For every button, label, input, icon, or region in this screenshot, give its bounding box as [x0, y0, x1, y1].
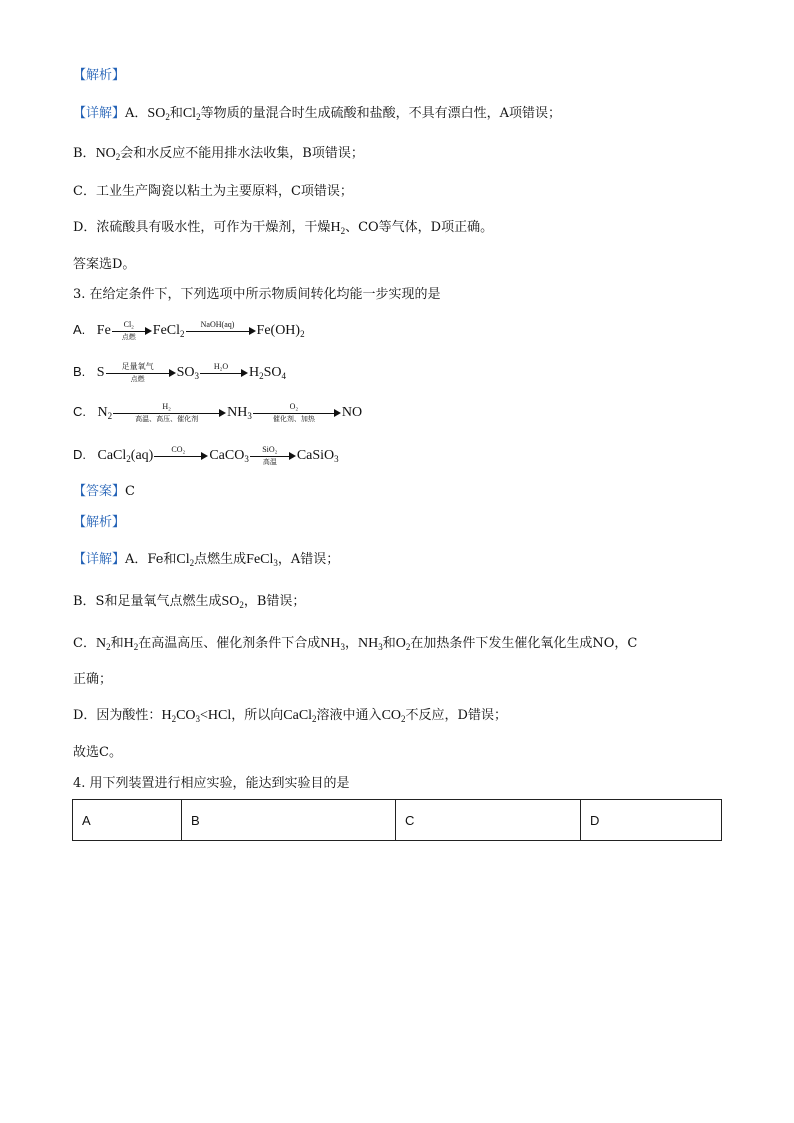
text: NH — [357, 636, 379, 651]
formula — [320, 636, 345, 651]
sub: 2 — [239, 600, 244, 610]
sub: 3 — [244, 454, 249, 465]
sub: 2 — [401, 714, 406, 724]
arrow-shaft — [186, 331, 250, 332]
sub: 2 — [312, 714, 317, 724]
arrow-head — [145, 327, 152, 335]
arrow-shaft — [112, 331, 146, 332]
answer-heading — [73, 483, 135, 501]
arrow-top: Cl₂ — [123, 320, 134, 329]
sub: 2 — [300, 329, 305, 340]
analysis-tag: 【解析】 — [73, 68, 126, 83]
text: C．工业生产陶瓷以粘土为主要原料，C项错误； — [73, 184, 353, 199]
text: <HCl — [200, 708, 232, 723]
formula-h2 — [330, 220, 345, 235]
arrow — [154, 445, 208, 467]
formula — [124, 636, 139, 651]
option-b — [73, 362, 286, 386]
text: C． — [73, 636, 96, 651]
sub: 2 — [259, 371, 264, 382]
answer-tag: 【答案】 — [73, 484, 126, 499]
explain-a — [73, 551, 339, 569]
formula — [396, 636, 411, 651]
species: SO — [176, 365, 195, 381]
arrow-top: SiO₂ — [262, 445, 278, 454]
table-cell-b: B — [182, 800, 396, 841]
arrow — [112, 320, 152, 342]
question-3 — [73, 286, 441, 304]
explain-b — [73, 593, 305, 611]
text: ，B错误； — [243, 594, 306, 609]
text: 溶液中通入 — [316, 708, 382, 723]
text: H — [161, 708, 172, 723]
option-label: B. — [73, 364, 86, 380]
text: A． — [125, 106, 148, 121]
text: 答案选D。 — [73, 257, 136, 272]
text: CO — [176, 708, 196, 723]
analysis-heading-2 — [73, 514, 125, 532]
text: 不反应，D错误； — [405, 708, 507, 723]
species: NH — [227, 405, 248, 421]
arrow — [253, 402, 341, 424]
table-row — [73, 800, 722, 841]
text: 和 — [110, 636, 124, 651]
table-cell-a: A — [73, 800, 182, 841]
answer-value: C — [125, 484, 135, 499]
species: FeCl — [152, 323, 181, 339]
text: ， — [344, 636, 358, 651]
sub: 2 — [189, 558, 195, 568]
species: SO — [263, 365, 282, 381]
arrow-top: CO₂ — [171, 445, 186, 454]
sub: 2 — [133, 642, 139, 652]
arrow-bottom: 高温、高压、催化剂 — [135, 415, 199, 423]
species: Fe — [96, 323, 111, 339]
formula — [221, 594, 243, 609]
option-c — [73, 402, 362, 426]
answer-line — [73, 256, 135, 274]
arrow-shaft — [106, 373, 170, 374]
text: N — [95, 636, 107, 651]
sub: 2 — [340, 226, 346, 236]
arrow — [106, 362, 176, 384]
sub: 3 — [378, 642, 383, 652]
text: B． — [73, 146, 96, 161]
arrow-top: H₂O — [213, 362, 229, 371]
detail-line-b — [73, 145, 364, 163]
sub: 3 — [195, 714, 201, 724]
arrow-head — [334, 409, 341, 417]
text: NO — [95, 146, 116, 161]
sub: 2 — [405, 642, 411, 652]
sub: 3 — [247, 411, 252, 422]
text: FeCl — [246, 552, 274, 567]
species: S — [96, 365, 105, 381]
sub: 2 — [106, 642, 111, 652]
text: D．因为酸性： — [73, 708, 162, 723]
analysis-tag: 【解析】 — [73, 515, 126, 530]
sub: 2 — [115, 152, 121, 162]
arrow-bottom: 点燃 — [121, 333, 136, 341]
text: 等物质的量混合时生成硫酸和盐酸，不具有漂白性，A项错误； — [200, 106, 561, 121]
sub: 2 — [171, 714, 177, 724]
formula-no2 — [96, 146, 121, 161]
arrow-head — [241, 369, 248, 377]
formula-cl2 — [183, 106, 201, 121]
arrow — [113, 402, 226, 424]
arrow-shaft — [154, 456, 202, 457]
arrow-top: 足量氧气 — [121, 362, 154, 371]
formula — [96, 636, 111, 651]
arrow — [200, 362, 248, 384]
text: 在高温高压、催化剂条件下合成 — [138, 636, 321, 651]
text: 正确； — [73, 672, 113, 687]
arrow-shaft — [113, 413, 220, 414]
species: CaCO — [209, 448, 245, 464]
text: SO — [147, 106, 166, 121]
arrow-top: NaOH(aq) — [200, 320, 235, 329]
arrow-shaft — [253, 413, 335, 414]
sub: 3 — [194, 371, 199, 382]
options-table — [72, 799, 722, 841]
text: Cl — [176, 552, 190, 567]
sub: 3 — [334, 454, 339, 465]
explain-d — [73, 707, 507, 725]
arrow-bottom: 催化剂、加热 — [272, 415, 315, 423]
text: 4. 用下列装置进行相应实验，能达到实验目的是 — [73, 776, 350, 791]
arrow-head — [219, 409, 226, 417]
species: CaSiO — [296, 448, 335, 464]
arrow — [186, 320, 256, 342]
text: 会和水反应不能用排水法收集，B项错误； — [120, 146, 364, 161]
detail-line-a — [73, 105, 561, 123]
arrow-shaft — [200, 373, 242, 374]
arrow-shaft — [250, 456, 290, 457]
explain-c-cont — [73, 671, 112, 689]
text: CaCl — [283, 708, 313, 723]
species: Fe — [256, 323, 271, 339]
detail-line-d — [73, 219, 493, 237]
text: 3. 在给定条件下，下列选项中所示物质间转化均能一步实现的是 — [73, 287, 441, 302]
arrow-top: O₂ — [289, 402, 299, 411]
text: O — [395, 636, 406, 651]
text: 点燃生成 — [194, 552, 247, 567]
text: CO — [381, 708, 402, 723]
text: H — [123, 636, 134, 651]
sub: 2 — [107, 411, 113, 422]
table-cell-d: D — [581, 800, 722, 841]
option-label: D. — [73, 447, 86, 463]
text: SO — [221, 594, 240, 609]
analysis-heading — [73, 67, 125, 85]
text: ，所以向 — [231, 708, 284, 723]
species: CaCl — [97, 448, 127, 464]
formula — [283, 708, 316, 723]
formula — [358, 636, 383, 651]
text: A．Fe和 — [125, 552, 177, 567]
text: 和 — [169, 106, 183, 121]
sub: 2 — [196, 112, 201, 122]
text: ，A错误； — [277, 552, 340, 567]
detail-line-c — [73, 183, 353, 201]
species: H — [249, 365, 260, 381]
text: H — [330, 220, 341, 235]
species: NO — [341, 405, 363, 421]
formula — [246, 552, 278, 567]
detail-tag: 【详解】 — [73, 552, 126, 567]
text: NH — [320, 636, 341, 651]
arrow-head — [249, 327, 256, 335]
conclusion — [73, 744, 122, 762]
formula — [382, 708, 406, 723]
option-label: A. — [73, 322, 86, 338]
formula — [176, 552, 194, 567]
table-cell-c: C — [396, 800, 581, 841]
sub: 4 — [281, 371, 287, 382]
arrow-bottom: 点燃 — [130, 375, 145, 383]
text: D．浓硫酸具有吸水性，可作为干燥剂，干燥 — [73, 220, 331, 235]
sub: 2 — [165, 112, 170, 122]
text: 、CO等气体，D项正确。 — [345, 220, 494, 235]
arrow — [250, 445, 296, 467]
text: B．S和足量氧气点燃生成 — [73, 594, 222, 609]
option-label: C. — [73, 404, 86, 420]
arrow-bottom: 高温 — [262, 458, 277, 466]
option-d — [73, 445, 339, 469]
question-4 — [73, 775, 350, 793]
sub: 3 — [340, 642, 345, 652]
sub: 3 — [273, 558, 278, 568]
option-a — [73, 320, 305, 344]
text: Cl — [182, 106, 197, 121]
explain-c — [73, 635, 637, 653]
sub: 2 — [180, 329, 185, 340]
species: N — [97, 405, 108, 421]
arrow-top: H₂ — [162, 402, 171, 411]
sub: 2 — [126, 454, 131, 465]
formula-so2 — [147, 106, 169, 121]
text: 故选C。 — [73, 745, 122, 760]
species: (OH) — [270, 323, 301, 339]
species: (aq) — [130, 448, 154, 464]
arrow-head — [201, 452, 208, 460]
arrow-head — [169, 369, 176, 377]
detail-tag: 【详解】 — [73, 106, 126, 121]
text: 和 — [382, 636, 396, 651]
formula — [161, 708, 231, 723]
arrow-head — [289, 452, 296, 460]
text: 在加热条件下发生催化氧化生成NO，C — [410, 636, 638, 651]
